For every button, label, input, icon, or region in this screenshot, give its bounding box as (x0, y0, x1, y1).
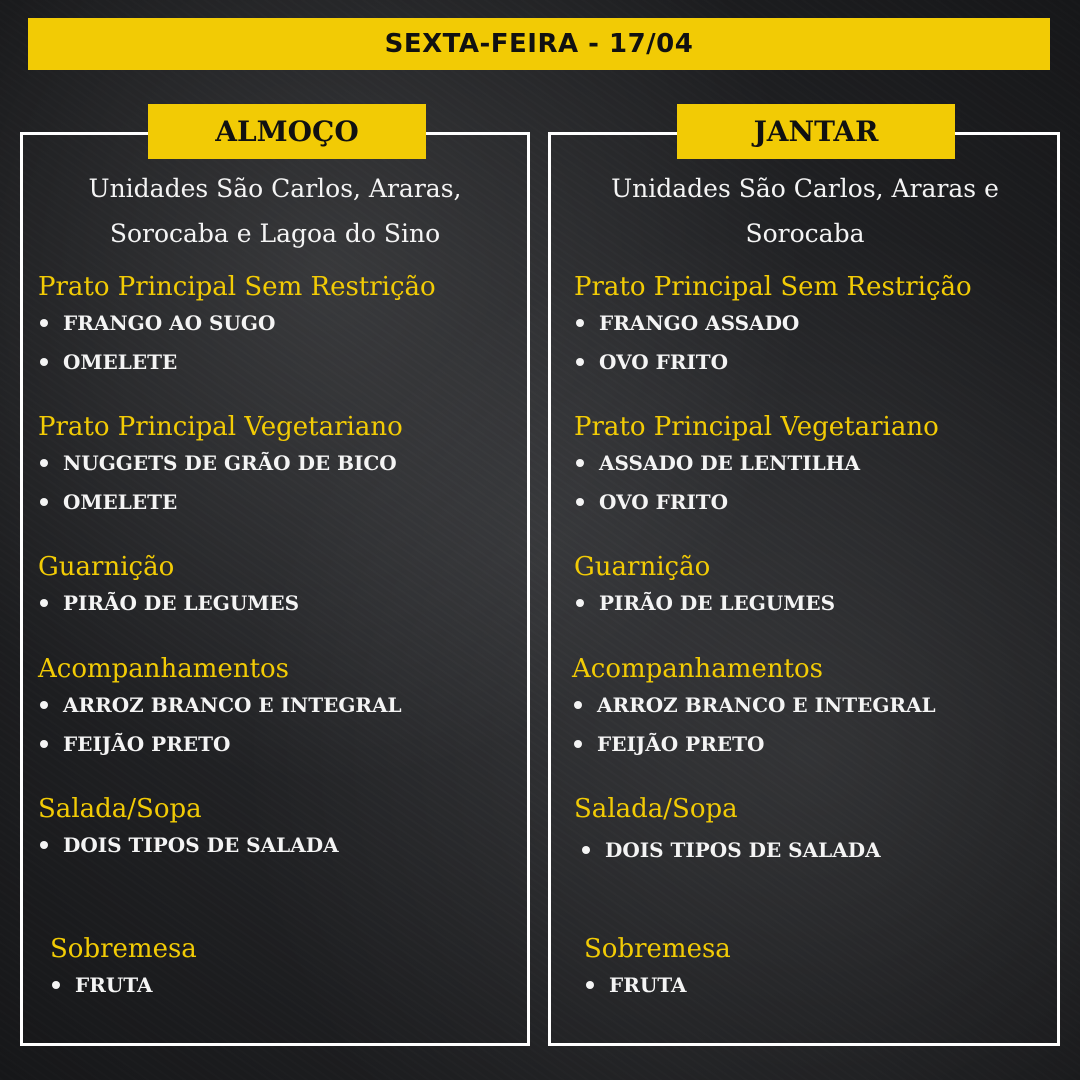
bullet-icon (40, 319, 48, 327)
menu-list (574, 444, 939, 522)
menu-list (38, 826, 339, 865)
bullet-icon (582, 846, 590, 854)
menu-list (574, 584, 835, 623)
dinner-units-line-2: Sorocaba (745, 219, 865, 248)
menu-item: ASSADO DE LENTILHA (574, 444, 939, 483)
bullet-icon (576, 599, 584, 607)
menu-item: FRANGO AO SUGO (38, 304, 436, 343)
menu-list (584, 966, 731, 1005)
menu-list (38, 304, 436, 382)
bullet-icon (574, 740, 582, 748)
section-title: Sobremesa (50, 934, 197, 964)
menu-item: DOIS TIPOS DE SALADA (580, 831, 881, 870)
bullet-icon (576, 498, 584, 506)
bullet-icon (576, 358, 584, 366)
lunch-units-line-1: Unidades São Carlos, Araras, (88, 174, 462, 203)
dinner-section-vegetarian (574, 410, 939, 522)
dinner-section-salad (574, 792, 881, 870)
menu-item: FRUTA (50, 966, 197, 1005)
menu-item: DOIS TIPOS DE SALADA (38, 826, 339, 865)
menu-item: PIRÃO DE LEGUMES (574, 584, 835, 623)
menu-item: OVO FRITO (574, 343, 972, 382)
bullet-icon (40, 599, 48, 607)
bullet-icon (40, 498, 48, 506)
section-title: Salada/Sopa (38, 794, 202, 824)
menu-item: FRANGO ASSADO (574, 304, 972, 343)
lunch-section-vegetarian (38, 410, 403, 522)
section-title: Prato Principal Sem Restrição (574, 272, 972, 302)
lunch-label-badge (148, 104, 426, 159)
dinner-label-badge (677, 104, 955, 159)
lunch-units-line-2: Sorocaba e Lagoa do Sino (109, 219, 441, 248)
lunch-section-main (38, 270, 436, 382)
dinner-units (560, 166, 1050, 256)
dinner-section-side (574, 550, 835, 623)
menu-list (38, 686, 402, 764)
bullet-icon (586, 981, 594, 989)
section-title: Guarnição (38, 552, 175, 582)
lunch-section-dessert (50, 932, 197, 1005)
date-banner (28, 18, 1050, 70)
menu-item: ARROZ BRANCO E INTEGRAL (38, 686, 402, 725)
section-title: Salada/Sopa (574, 794, 738, 824)
menu-item: FEIJÃO PRETO (572, 725, 936, 764)
menu-item: OMELETE (38, 343, 436, 382)
bullet-icon (576, 319, 584, 327)
dinner-section-dessert (584, 932, 731, 1005)
section-title: Prato Principal Vegetariano (574, 412, 939, 442)
lunch-label: ALMOÇO (215, 115, 359, 148)
dinner-section-main (574, 270, 972, 382)
dinner-label: JANTAR (753, 115, 879, 148)
menu-item: PIRÃO DE LEGUMES (38, 584, 299, 623)
menu-item: OVO FRITO (574, 483, 939, 522)
menu-list (38, 584, 299, 623)
menu-list (50, 966, 197, 1005)
menu-list (38, 444, 403, 522)
bullet-icon (40, 740, 48, 748)
menu-item: NUGGETS DE GRÃO DE BICO (38, 444, 403, 483)
menu-item: FRUTA (584, 966, 731, 1005)
dinner-units-line-1: Unidades São Carlos, Araras e (611, 174, 999, 203)
menu-list (574, 304, 972, 382)
bullet-icon (576, 459, 584, 467)
bullet-icon (40, 841, 48, 849)
bullet-icon (40, 358, 48, 366)
bullet-icon (574, 701, 582, 709)
lunch-section-salad (38, 792, 339, 865)
bullet-icon (40, 459, 48, 467)
section-title: Prato Principal Vegetariano (38, 412, 403, 442)
bullet-icon (40, 701, 48, 709)
lunch-section-accompaniments (38, 652, 402, 764)
dinner-section-accompaniments (572, 652, 936, 764)
menu-list (574, 826, 881, 870)
date-title: SEXTA-FEIRA - 17/04 (384, 29, 694, 59)
bullet-icon (52, 981, 60, 989)
menu-list (572, 686, 936, 764)
lunch-section-side (38, 550, 299, 623)
menu-item: ARROZ BRANCO E INTEGRAL (572, 686, 936, 725)
menu-item: FEIJÃO PRETO (38, 725, 402, 764)
section-title: Acompanhamentos (38, 654, 290, 684)
section-title: Prato Principal Sem Restrição (38, 272, 436, 302)
menu-item: OMELETE (38, 483, 403, 522)
lunch-units (30, 166, 520, 256)
section-title: Guarnição (574, 552, 711, 582)
section-title: Sobremesa (584, 934, 731, 964)
section-title: Acompanhamentos (572, 654, 824, 684)
